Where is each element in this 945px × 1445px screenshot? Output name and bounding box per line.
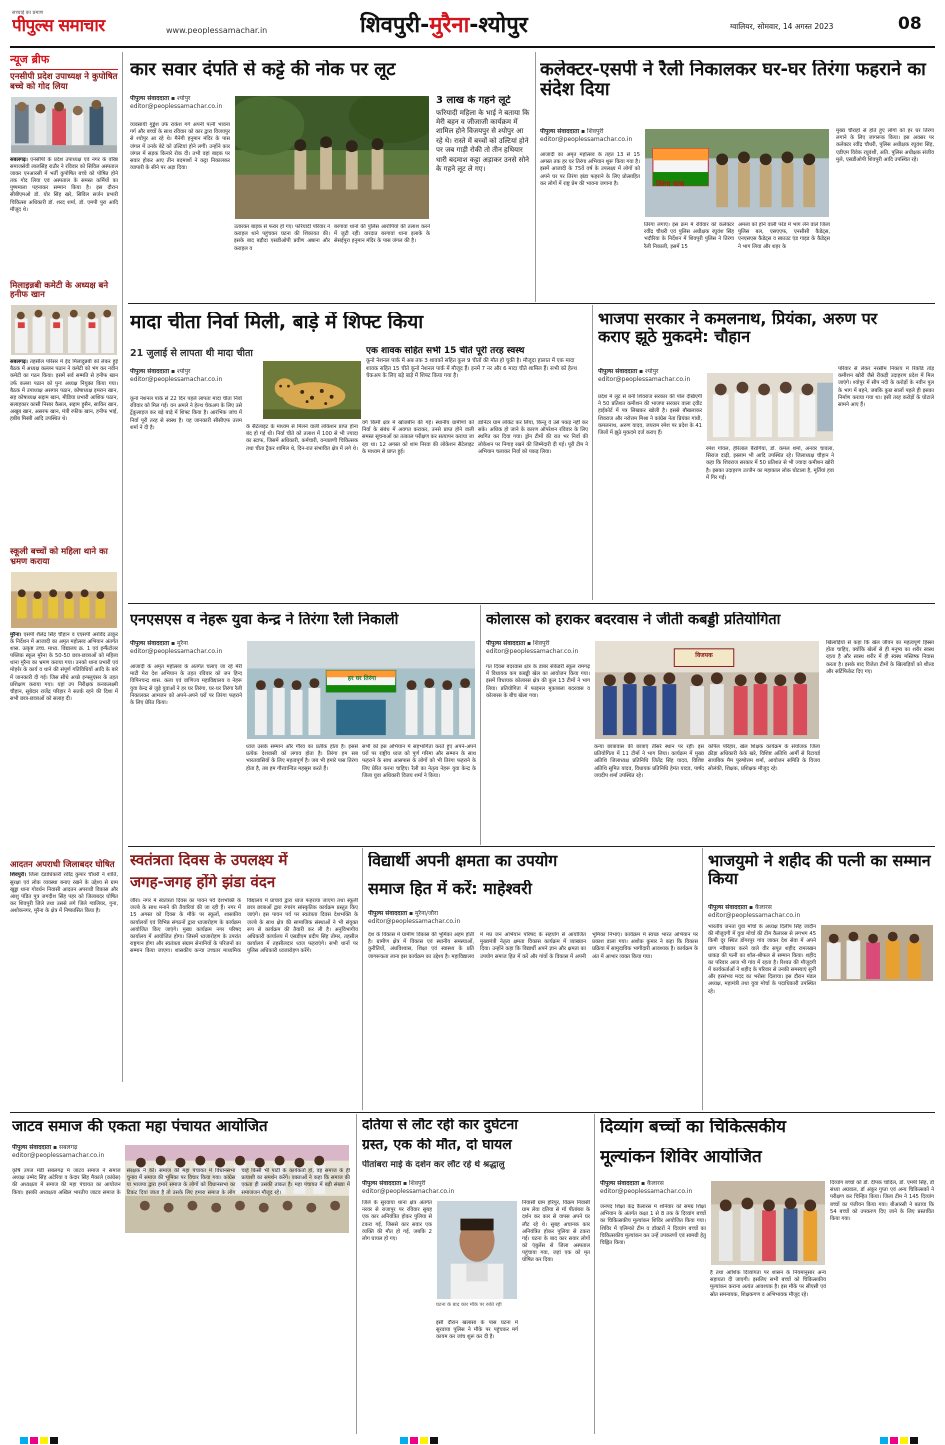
brief-item-3-text: मुरैना। एसपी शैलेंद्र सिंह चौहान व एएसपी अरविंद ठाकुर के निर्देशन में आजादी का अमृत महोत्सव अभियान अंतर्गत शास. उत्कृष्ट उच्च. माध्य. विद्यालय क्र. 1 एवं इन्फैंटोलर पब्लिक स्कूल मुरैना के 50-50 छात्र-छात्राओं को महिला थाना मुरैना का भ्रमण कराया गया। उनको थाना प्रभारी एवं मोहर्रर के कार्य व थाने की संपूर्ण गतिविधियों आदि के बारे में जानकारी दी गई। जिस सीधे अच्छे इन्फ्लुएंसर के तहत प्रशिक्षण कराया गया। यहां उप निरीक्षक कनकलक्ष्मी चौहान, सूबेदार राजेंद्र परिहार ने सतर्क रहने की दिशा में सभी छात्र-छात्राओं को सलाह दी। xyxy=(10,631,118,703)
story11-col3: इसी दौरान खलासा के पास घटना में सुरवाया पुलिस ने मौके पर पहुंचकर मर्ग कायम कर जांच शुरू कर दी है। xyxy=(436,1320,518,1341)
story10-headline[interactable]: जाटव समाज की एकता महा पंचायत आयोजित xyxy=(12,1118,268,1135)
story11-photo xyxy=(436,1200,518,1300)
brief-item-1-text: सबलगढ़। एनसीपी के प्रदेश उपाध्यक्ष एवं नगर के वरिष्ठ समाजसेवी लालसिंह राठौर ने रविवार को सिविल अस्पताल जाकर एनआरसी में भर्ती कुपोषित बच्चे को पोषित होने तक गोद लिया एवं अस्पताल के समस्त कर्मियों का पुष्पमाला पहनाकर सम्मान किया है। इस दौरान सीबीएमओ डॉ. योर सिंह खरे, सिविल सर्जन प्रभारी चिकित्सा अधिकारी डॉ. शरद शर्मा, डॉ. एमपी पुरा आदि मौजूद थे। xyxy=(10,156,118,213)
story11-col1: जिले के सुरवाया थाना क्षेत्र अंतर्गत नरवर से राजापुर पर रविवार सुबह एक कार अनियंत्रित होकर पुलिया से टकरा गई, जिससे कार सवार एक व्यक्ति की मौत हो गई, जबकि 2 लोग घायल हो गए। xyxy=(362,1200,432,1242)
story5-photo xyxy=(246,640,476,740)
story6-headline[interactable]: कोलारस को हराकर बदरवास ने जीती कबड्डी प्रतियोगिता xyxy=(486,612,781,628)
story2-col2: तिरंगा लगाएं। इस क्रम में रविवार को कलेक्टर रवींद्र चौधरी एवं पुलिस अधीक्षक रघुवंश सिंह भदौरिया के निर्देशन में शिवपुरी पुलिस ने तिरंगा रैली निकाली, इसमें 15 xyxy=(644,222,734,250)
brief-item-1-title[interactable]: एनसीपी प्रदेश उपाध्यक्ष ने कुपोषित बच्चे को गोद लिया xyxy=(10,72,118,92)
brief-header: न्यूज ब्रीफ xyxy=(10,52,118,70)
story5-col3: सभी को इस अभियान में सहभागिता करते हुए अपने-अपने घरों पर राष्ट्रीय ध्वज को पूर्ण गरिमा और सम्मान के साथ फहराने के साथ आसपास के लोगों को भी तिरंगा फहराने के लिए प्रेरित करना चाहिए। रैली का नेतृत्व नेहरू युवा केन्द्र के जिला युवा अधिकारी विजय शर्मा ने किया। xyxy=(362,744,476,779)
story5-col2: ध्वज उसके सम्मान और गौरव का प्रतीक होता है। इससे प्रत्येक देशवासी को लगाव होता है। तिरंगा हम सब भारतवासियों के लिए महत्वपूर्ण है। जब भी हमारे पास तिरंगा होता है, तब हम गौरवान्वित महसूस करते हैं। xyxy=(246,744,358,772)
story12-headline-2[interactable]: मूल्यांकन शिविर आयोजित xyxy=(600,1148,762,1167)
story5-banner: हर घर तिरंगा xyxy=(347,675,377,682)
story4-photo xyxy=(706,372,834,442)
story3-col4: डानिटर ग्राम लोकेट कर लिया, किन्तु वे उसे पकड़ नहीं कर सके। अधिक हो जाने के कारण ऑपरेशन रविवार के लिए स्थगित कर दिया गया। ड्रोन टीमों की रात भर निर्वा की लोकेशन पर निगाह रखने की जिम्मेदारी दी गई। पूरी टीम ने अभियान चलाकर निर्वा को पकड़ लिया। xyxy=(478,420,588,455)
story12-col2: दिव्यांग बच्चों को डॉ. दीपक चांदिल, डॉ. एमपी सिंह, डॉ संध्या अग्रवाल, डॉ अंकुर गुप्ता एवं अन्य चिकित्सकों ने परीक्षण कर चिन्हित किया। जिला टीम ने 145 दिव्यांग बच्चों का पंजीयन किया गया। बीआरसी ने बताया कि 54 बच्चों को उपकरण दिए जाने के लिए प्रस्तावित किया गया। xyxy=(830,1180,934,1222)
brief-item-3-photo xyxy=(10,571,118,629)
story7-headline-2[interactable]: जगह-जगह होंगे झंडा वंदन xyxy=(130,874,276,891)
story12-col1: जनपद शिक्षा केंद्र कैलारस में शनिवार को समग्र शिक्षा अभियान के अंतर्गत कक्षा 1 से 8 तक के दिव्यांग बच्चों का चिकित्सकीय मूल्यांकन शिविर आयोजित किया गया। शिविर में एलिम्को टीम व डॉक्टरों ने दिव्यांग बच्चों का चिकित्सकीय मूल्यांकन कर उन्हें उपकरणों एवं सामग्री हेतु चिह्नित किया। xyxy=(600,1204,706,1246)
story11-photo-caption: घटना के बाद कार मौके पर रुकी रही xyxy=(436,1302,502,1308)
story10-rule xyxy=(356,1114,357,1434)
story4-col1: प्रदेश में लूट से बनी शिवराज सरकार की पोल देखिएगी ने 50 प्रतिशत कमीशन की भाजपा सरकार वाला ट्वीट हाईकोर्ट में पत्र लिखकर खोली है। इससे बौखलाकर शिवराज और नरोत्तम मिश्रा ने कांग्रेस नेता प्रियंका गांधी, कमलनाथ, अरुण यादव, जयराम रमेश पर प्रदेश के 41 जिलों में झूठे मुकदमे दर्ज कराए हैं। xyxy=(598,394,702,436)
story1-quote-text: फरियादी महिला के भाई ने बताया कि मेरी बहन व जीजाजी कार्यक्रम में शामिल होने विजयपुर से श्योपुर आ रहे थे। रास्ते में बच्चों को उल्टियां होने पर जब गाड़ी रोकी तो तीन हथियार धारी बदमाश कट्टा अड़ाकर उनसे सोने के गहने लूट ले गए। xyxy=(436,108,530,174)
story1-quote: 3 लाख के गहने लूटे xyxy=(436,95,511,106)
story6-col1: गत दिवस बदरवास क्षेत्र के डाबर सेकेंडरी स्कूल रामगढ़ में विधायक कप कबड्डी खेल का आयोजन किया गया। इसमें विधायक कोलारस क्षेत्र की कुल 13 टीमों ने भाग लिया। प्रतियोगिता में फाइनल मुकाबला बदरवास व कोलारस के बीच खेला गया। xyxy=(486,664,590,699)
story6-byline: पीपुल्स संवाददाता ▪ शिवपुरी editor@peoplessamachar.co.in xyxy=(486,640,579,655)
story1-col1: व्यवसायी गुड्डेश उर्फ राकेश गर्ग अपनी पत्नी भावना गर्ग और बच्चों के साथ रविवार को कार द्वारा विजयपुर से श्योपुर आ रहे थे। मैनेगी हनुमान मंदिर के पास जंगल में उनके बेटे को उल्टियां होने लगीं। उन्होंने कार जंगल में सड़क किनारे रोक दी। तभी वहां बाइक पर सवार होकर आए तीन बदमाशों ने कट्टा निकालकर व्यापारी के सीने पर अड़ा दिया। xyxy=(130,122,230,172)
story1-quote-box xyxy=(436,95,532,270)
story3-box xyxy=(366,346,586,416)
story2-col1: आजादी का अमृत महोत्सव के तहत 13 से 15 अगस्त तक हर घर तिरंगा अभियान शुरू किया गया है। इसमें आजादी के 75वें वर्ष के उपलक्ष्य में लोगों को अपने घर पर तिरंगा झंडा फहराने के लिए प्रोत्साहित कर लोगों में राष्ट्र प्रेम की भावना जगाना है। xyxy=(540,152,640,187)
story1-col2: उतारकर बाइक से फरार हो गए। फरियादी परिवार ने कराहल थाने पहुंचकर घटना की शिकायत की। इसके बाद बड़ौदा एसडीओपी प्रवीण अष्ठाना और कराहल व xyxy=(234,224,330,252)
story7-headline-1[interactable]: स्वतंत्रता दिवस के उपलक्ष्य में xyxy=(130,852,288,869)
story10-text: कृषि उपज मंडी सबलगढ़ में जाटव समाज ने समाज अध्यक्ष उम्मेद सिंह अटेरिया व केदार सिंह मैकाले (कांग्रेस) की अध्यक्षता में समाज की महा पंचायत का आयोजन किया। इसकी अध्यक्षता अखिल भारतीय जाटव समाज के संरक्षक ने की। समाज की महा पंचायत में विधानसभा चुनाव में समाज की भूमिका पर विचार किया गया। कांग्रेस या भाजपा द्वारा हमारे समाज के लोगों को विधानसभा का टिकट दिया जाता है तो उसके लिए हमारा समाज के लोग चाहे किसी भी पार्टी के कार्यकर्ता हों, वह समाज के ही प्रत्याशी का समर्थन करेंगे। वक्ताओं ने कहा कि समाज की एकता ही उसकी ताकत है। महा पंचायत में बड़ी संख्या में समाजजन मौजूद रहे। xyxy=(12,1168,350,1196)
story4-col3: परिवार से लेकर नरसीम निकाय में रिकॉर्ड तोड़ कमीशन खोरी जैसे रीकड़ी उदाहरण प्रदेश में मिल जाएंगे। श्योपुर में सीप नदी के करोड़ों के नवीन पुल के भाग में बहने, जबकि कुछ सालों पहले ही इसका निर्माण कराया गया था। इसी तरह करोड़ों के घोटाले सामने आए हैं। xyxy=(838,366,934,408)
section-part-shivpuri: शिवपुरी- xyxy=(360,13,430,38)
story3-cheetah-photo xyxy=(262,360,362,420)
section-part-sheopur: -श्योपुर xyxy=(469,13,528,38)
brief-item-2-photo xyxy=(10,304,118,356)
story3-byline: पीपुल्स संवाददाता ▪ श्योपुर editor@peoplessamachar.co.in xyxy=(130,368,223,383)
story7-rule xyxy=(362,848,363,1110)
masthead-logo-block xyxy=(12,10,162,44)
brief-item-2-text: सबलगढ़। तहसील परिसर में ईद मिलादुन्नबी को लेकर हुई बैठक में अध्यक्ष कल्लन पठान ने कमेटी को भंग कर नवीन कमेटी का गठन किया। इसमें सर्व सम्मति से हनीफ खान उर्फ कल्ला पठान को पुनः अध्यक्ष नियुक्त किया गया। बैठक में उपाध्यक्ष असगार पठान, कोषाध्यक्ष इमरान खान, सह कोषाध्यक्ष सद्दाम खान, मीडिया प्रभारी आशिक पठान, सलाहकार कासी निसार कैसल, सद्दाम हुसैन, साकिर खान, अखूब खान, असरफ खान, मंत्री रफीक खान, हनीफ भाई, हबीब मिस्त्री आदि उपस्थित थे। xyxy=(10,359,118,423)
story7-text: जौरा। नगर में स्वतंत्रता दिवस का पावन पर्व देशभक्ति के जज्बे के साथ मनाने की तैयारियां की जा रही हैं। नगर में 15 अगस्त को दिवस के मौके पर स्कूलों, शासकीय कार्यालयों एवं विभिन्न संगठनों द्वारा ध्वजारोहण के कार्यक्रम आयोजित किए जाएंगे। मुख्य कार्यक्रम नगर परिषद कार्यालय में आयोजित होगा। जिसमें ध्वजारोहण के उपरांत राष्ट्रगान होगा और स्वतंत्रता संग्राम सेनानियों के परिजनों का सम्मान किया जाएगा। शासकीय कन्या उच्चतर माध्यमिक विद्यालय में प्राचार्य द्वारा ध्वज फहराया जाएगा तथा स्कूली छात्र छात्राओं द्वारा रंगारंग सांस्कृतिक कार्यक्रम प्रस्तुत किए जाएंगे। इस पावन पर्व पर स्वतंत्रता दिवस देशभक्ति के जज्बे के साथ क्षेत्र की सामाजिक संस्थाओं ने भी संयुक्त रूप से कार्यक्रम की तैयारी कर ली है। अनुविभागीय अधिकारी कार्यालय में एसडीएम प्रदीप सिंह तोमर, तहसील कार्यालय में तहसीलदार ध्वज फहराएंगे। सभी थानों पर पुलिस अधिकारी ध्वजारोहण करेंगे। xyxy=(130,898,358,955)
story12-headline-1[interactable]: दिव्यांग बच्चों का चिकित्सकीय xyxy=(600,1118,786,1137)
story6-col3: कपिल परिहार, खेल शिक्षक कार्यक्रम के संयोजक जिला क्रीड़ा अधिकारी केके खरे, विशिष्ट अतिथि आर्मी से रिटायर्ड सायबिक मैम पुरुषोत्तम शर्मा, आयोजन समिति के विजय सोलंकी, शिक्षक, प्रशिक्षक मौजूद रहे। xyxy=(708,744,820,772)
brief-item-4-title[interactable]: आदतन अपराधी जिलाबदर घोषित xyxy=(10,859,115,870)
story1-headline[interactable]: कार सवार दंपति से कट्टे की नोक पर लूट xyxy=(130,60,396,80)
story3-headline[interactable]: मादा चीता निर्वा मिली, बाड़े में शिफ्ट किया xyxy=(130,312,424,333)
masthead-rule xyxy=(10,46,935,48)
story8-headline-1[interactable]: विद्यार्थी अपनी क्षमता का उपयोग xyxy=(368,852,558,870)
masthead-logo[interactable]: पीपुल्स समाचार xyxy=(12,16,105,36)
story3-rule xyxy=(592,305,593,600)
row3-rule xyxy=(128,846,935,847)
story3-subhead: 21 जुलाई से लापता थी मादा चीता xyxy=(130,348,253,359)
story11-col2: निवासी ग्राम हरिपुर, विक्रम निवासी ग्राम लेवा दतिया से माँ पीतांबरा के दर्शन कर कार से वापस अपने घर लौट रहे थे। सुबह अचानक कार अनियंत्रित होकर पुलिया से टकरा गई। घटना के बाद कार सवार लोगों को एंबुलेंस से जिला अस्पताल पहुंचाया गया, जहां एक को मृत घोषित कर दिया। xyxy=(522,1200,590,1264)
story5-col1: आजादी के अमृत महोत्सव के अंतर्गत चलाए जा रहे मेरी माटी मेरा देश अभियान के तहत रविवार को जन हिन्द विपिनचन्द्र शास. कला एवं वाणिज्य महाविद्यालय व नेहरू युवा केन्द्र से जुड़े युवाओं ने हर घर तिरंगा, घर-घर तिरंगा रैली निकालकर आमजन को अपने-अपने घरों पर तिरंगा फहराने के लिए प्रेरित किया। xyxy=(130,664,242,706)
masthead-website[interactable]: www.peoplessamachar.in xyxy=(166,26,268,35)
story4-headline[interactable]: भाजपा सरकार ने कमलनाथ, प्रियंका, अरुण पर कराए झूठे मुकदमे: चौहान xyxy=(598,310,878,346)
story2-banner: तिरंगा यात्रा xyxy=(656,180,685,188)
story1-photo xyxy=(234,95,430,220)
masthead-dateline: ग्वालियर, सोमवार, 14 अगस्त 2023 xyxy=(730,22,834,31)
story12-byline: पीपुल्स संवाददाता ▪ कैलारस editor@peoplessamachar.co.in xyxy=(600,1180,693,1195)
brief-item-3-title[interactable]: स्कूली बच्चों को महिला थाने का भ्रमण कराया xyxy=(10,547,108,567)
story5-byline: पीपुल्स संवाददाता ▪ मुरैना editor@peoplessamachar.co.in xyxy=(130,640,223,655)
story9-photo xyxy=(820,924,934,982)
story5-headline[interactable]: एनएसएस व नेहरू युवा केन्द्र ने तिरंगा रैली निकाली xyxy=(130,612,399,628)
story2-photo xyxy=(644,128,830,218)
story9-headline[interactable]: भाजयुमो ने शहीद की पत्नी का सम्मान किया xyxy=(708,852,931,888)
brief-column xyxy=(10,52,118,1082)
color-registration-bar xyxy=(0,1436,945,1445)
story8-headline-2[interactable]: समाज हित में करें: माहेश्वरी xyxy=(368,880,532,898)
story2-col3: अमला को होने वाली परेड में भाग लेने वाले जिला पुलिस बल, एसएएफ, एनसीसी कैडेट्स, एनएसएस कैडेट्स व स्काउट एंड गाइड के कैडेट्स ने भाग लिया और शहर के xyxy=(738,222,830,250)
brief-item-1-photo xyxy=(10,96,118,154)
story6-banner: विजयक xyxy=(695,652,713,659)
row1-rule xyxy=(128,303,935,304)
masthead-tagline: सच्चाई का प्रमाण xyxy=(12,10,44,16)
story8-rule xyxy=(702,848,703,1110)
story4-byline: पीपुल्स संवाददाता ▪ श्योपुर editor@peoplessamachar.co.in xyxy=(598,368,691,383)
story2-headline[interactable]: कलेक्टर-एसपी ने रैली निकालकर घर-घर तिरंगा फहराने का संदेश दिया xyxy=(540,60,926,101)
story11-headline-2[interactable]: ग्रस्त, एक की मौत, दो घायल xyxy=(362,1138,512,1153)
story1-rule xyxy=(535,52,536,302)
brief-item-2-title[interactable]: मिलाइन्नबी कमेटी के अध्यक्ष बने हनीफ खान xyxy=(10,280,109,301)
masthead-section-title xyxy=(360,10,650,42)
story1-col3: बरगावां थानों की पुलिस आरोपियों की तलाश करने में जुटी रहीं। वारदात बरगावां थाना इलाके के सेसईपुरा हनुमान मंदिर के पास जंगल की है। xyxy=(334,224,430,245)
story11-headline-1[interactable]: दतिया से लौट रही कार दुर्घटना xyxy=(362,1118,518,1133)
story8-byline: पीपुल्स संवाददाता ▪ मुरैना/जौरा editor@peoplessamachar.co.in xyxy=(368,910,461,925)
story12-col3: है तथा आंशिक दिव्यांगता पर शासन के नियमानुसार अन्य सहायता दी जाएगी। इसलिए सभी बच्चों को चिकित्सकीय मूल्यांकन कराना अत्यंत आवश्यक है। इस मौके पर सीएसी एवं स्रोत समन्वयक, शिक्षकगण व अभिभावक मौजूद रहे। xyxy=(710,1270,826,1298)
story10-byline: पीपुल्स संवाददाता ▪ सबलगढ़ editor@peoplessamachar.co.in xyxy=(12,1144,105,1159)
page-number: 08 xyxy=(898,14,922,34)
story12-photo xyxy=(710,1180,826,1266)
row2-rule xyxy=(128,603,935,604)
row4-rule xyxy=(10,1112,935,1113)
story2-col4: मुख्य चौराहों से होते हुए लोगों को हर घर तिरंगा लगाने के लिए जागरूक किया। इस अवसर पर कलेक्टर रवींद्र चौधरी, पुलिस अधीक्षक रघुवंश सिंह, एडीएम विवेक रघुवंशी, अति. पुलिस अधीक्षक संजीव मुले, एसडीओपी शिवपुरी आदि उपस्थित रहे। xyxy=(836,128,934,163)
story9-text: भारतीय जनता युवा मोर्चा के अध्यक्ष दिलीप सिंह जादौन की मौजूदगी में युवा मोर्चा की टीम कैलारस से लगभग 45 किमी दूर स्थित डोंगरपुर गांव जाकर देश सेवा में अपने प्राण न्यौछावर करने वाले वीर सपूत शहीद रामलखन धाकड़ की पत्नी का शॉल-श्रीफल से सम्मान किया। शहीद का परिवार आज भी गांव में रहता है। रिश्वत की मौजूदगी में कार्यकर्ताओं ने शहीद के परिवार से उनकी समस्याएं सुनीं और हरसंभव मदद का भरोसा दिलाया। इस दौरान मंडल अध्यक्ष, महामंत्री तथा युवा मोर्चा के पदाधिकारी उपस्थित रहे। xyxy=(708,924,816,995)
story6-col4: खिलाड़ियों से कहा कि खेल जीवन का महत्वपूर्ण हिस्सा होता चाहिए, क्योंकि खेलों से ही मनुष्य का शरीर स्वस्थ रहता है और स्वस्थ शरीर में ही स्वस्थ मस्तिष्क निवास करता है। इसके बाद विजेता टीमों के खिलाड़ियों को शील्ड और सर्टिफिकेट दिए गए। xyxy=(826,640,934,675)
story3-col2: के सैटेलाइट के माध्यम से मिलने वाली लोकेशन प्राप्त होना बंद हो गई थी। निर्वा चीते को तलाश में 100 से भी ज्यादा का स्टाफ, जिसमें अधिकारी, कर्मचारी, वन्यप्राणी चिकित्सक तथा चीता ट्रैकर शामिल थे, दिन-रात संभावित क्षेत्र में लगे थे। xyxy=(246,424,358,452)
story11-byline: पीपुल्स संवाददाता ▪ शिवपुरी editor@peoplessamachar.co.in xyxy=(362,1180,455,1195)
brief-item-4-text: शिवपुरी। जिला दंडाधिकारी रवींद्र कुमार चौधरी ने शांति, सुरक्षा एवं लोक व्यवस्था बनाए रखने के उद्देश्य से ग्राम खुड्डा थाना गोवर्धन निवासी आदतन अपराधी विकास और आशु पंडित पुत्र जगदीश सिंह पहर को जिलाबदर घोषित कर शिवपुरी जिले तथा उससे लगे जिले ग्वालियर, गुना, अशोकनगर, मुरैना के क्षेत्र में निष्कासित किया है। xyxy=(10,872,118,915)
story2-byline: पीपुल्स संवाददाता ▪ शिवपुरी editor@peoplessamachar.co.in xyxy=(540,128,633,143)
story6-col2: कन्या छात्रावास की छात्राएं तीसरे स्थान पर रहीं। इस प्रतियोगिता में 11 टीमों ने भाग लिया। कार्यक्रम में मुख्य अतिथि जिलाध्यक्ष प्रतिनिधि जितेंद्र सिंह यादव, विशिष्ट अतिथि सुमित यादव, विधायक प्रतिनिधि हेमंत यादव, पार्षद जयदीप शर्मा उपस्थित रहे। xyxy=(594,744,704,779)
story11-subhead: पीतांबरा माई के दर्शन कर लौट रहे थे श्रद्धालु xyxy=(362,1160,505,1170)
section-part-morena: मुरैना xyxy=(429,13,470,38)
brief-column-rule xyxy=(122,52,123,1082)
story11-rule xyxy=(594,1114,595,1434)
story4-col2: रमेश गोयल, हीरेलाल बैरागिया, डॉ. कमल शर्मा, अनवर चावला, सिराज दाढ़ी, इस्लाम भी आदि उपस्थित रहे। जिलाध्यक्ष चौहान ने कहा कि शिवराज सरकार में 50 प्रतिशत से भी ज्यादा कमीशन खोरी है। इसका उदाहरण उज्जैन का महाकाल लोक घोटाला है, मूर्तियां हवा में गिर गईं। xyxy=(706,446,834,481)
story1-byline: पीपुल्स संवाददाता ▪ श्योपुर editor@peoplessamachar.co.in xyxy=(130,95,223,110)
story5-rule xyxy=(480,605,481,845)
story3-col1: कूनो नेशनल पार्क से 22 दिन पहले लापता मादा चीता निर्वा रविवार को मिल गई। वन अमले ने हेल्थ चेकअप के लिए उसे ट्रेंकुलाइज कर बड़े बाड़े में शिफ्ट किया है। आरंभिक जांच में निर्वा पूरी तरह से स्वस्थ है। यह जानकारी सीसीएफ उत्तम शर्मा ने दी है। xyxy=(130,396,242,431)
story9-byline: पीपुल्स संवाददाता ▪ कैलारस editor@peoplessamachar.co.in xyxy=(708,904,801,919)
story8-text: देश के विकास में ग्रामीण विकास की भूमिका अहम होती है। ग्रामीण क्षेत्र में विकास एवं स्थानीय समस्याओं, कुरीतियों, अंधविश्वास, शिक्षा एवं स्वास्थ्य के प्रति जागरूकता लाना इस कार्यक्रम का उद्देश्य है। महाविद्यालय में मप्र जन अभियान परिषद के सहयोग से आयोजित मुख्यमंत्री नेतृत्व क्षमता विकास कार्यक्रम में व्याख्यान दिया। उन्होंने कहा कि विद्यार्थी अपने ज्ञान और क्षमता का उपयोग समाज हित में करें और गांवों के विकास में अपनी भूमिका निभाएं। कार्यक्रम में स्वच्छ भारत अभियान पर प्रकाश डाला गया। अशोक कुमार ने कहा कि विकास प्रक्रिया में सामुदायिक भागीदारी आवश्यक है। कार्यक्रम के अंत में आभार व्यक्त किया गया। xyxy=(368,932,698,960)
story3-box-title: एक शावक सहित सभी 15 चीते पूरी तरह स्वस्थ xyxy=(366,346,525,356)
story3-col3: वर्ग किमी क्षेत्र में खोजबीन की गई। स्थानीय ग्रामीणों को निर्वा के संबंध में अवगत कराकर, उनसे प्राप्त होने वाली समस्त सूचनाओं का तत्काल परीक्षण कर सत्यापन कराया जा रहा था। 12 अगस्त को शाम निरवा की लोकेशन सैटेलाइट के माध्यम से प्राप्त हुई। xyxy=(362,420,474,455)
story3-box-text: कूनो नेशनल पार्क में अब तक 3 शावकों सहित कुल 9 चीतों की मौत हो चुकी है। मौजूदा हालात में एक मादा शावक सहित 15 चीते कूनो नेशनल पार्क में मौजूद हैं। इनमें 7 नर और 6 मादा चीते शामिल हैं। सभी को हेल्थ चेकअप के लिए बड़े बाड़े में शिफ्ट किया गया है। xyxy=(366,358,577,380)
